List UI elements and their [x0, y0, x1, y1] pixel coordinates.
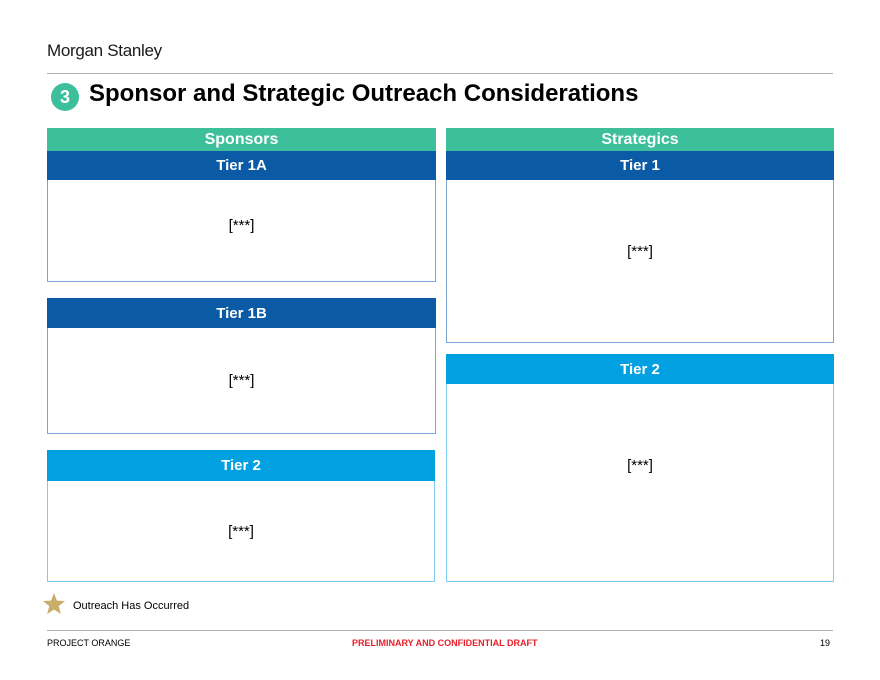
- footer-divider: [47, 630, 833, 631]
- sponsors-tier1a-header: Tier 1A: [47, 151, 436, 180]
- sponsors-tier1a-content: [***]: [228, 217, 255, 234]
- strategics-tier2-body: [446, 384, 834, 582]
- footer-project-name: PROJECT ORANGE: [47, 638, 131, 648]
- strategics-tier1-body: [446, 180, 834, 343]
- sponsors-tier1b-body: [47, 328, 436, 434]
- sponsors-tier1b-header: Tier 1B: [47, 298, 436, 328]
- sponsors-column-header: Sponsors: [47, 128, 436, 152]
- footer-confidential-label: PRELIMINARY AND CONFIDENTIAL DRAFT: [352, 638, 538, 648]
- header-divider: [47, 73, 833, 74]
- sponsors-tier1b-content: [***]: [228, 372, 255, 389]
- page-title: Sponsor and Strategic Outreach Considerations: [89, 80, 639, 107]
- footer-page-number: 19: [820, 638, 831, 648]
- strategics-tier1-content: [***]: [627, 242, 653, 260]
- strategics-tier2-header: Tier 2: [446, 354, 834, 384]
- sponsors-tier2-content: [***]: [228, 522, 254, 540]
- strategics-tier2-content: [***]: [627, 457, 653, 474]
- strategics-tier1-header: Tier 1: [446, 151, 834, 180]
- legend-label: Outreach Has Occurred: [73, 600, 190, 612]
- sponsors-tier1a-body: [47, 180, 436, 282]
- star-icon: [42, 592, 66, 616]
- sponsors-tier2-header: Tier 2: [47, 450, 435, 481]
- strategics-column-header: Strategics: [446, 128, 834, 152]
- section-number-badge: 3: [51, 83, 79, 111]
- morgan-stanley-logo: Morgan Stanley: [47, 41, 162, 60]
- sponsors-tier2-body: [47, 481, 435, 582]
